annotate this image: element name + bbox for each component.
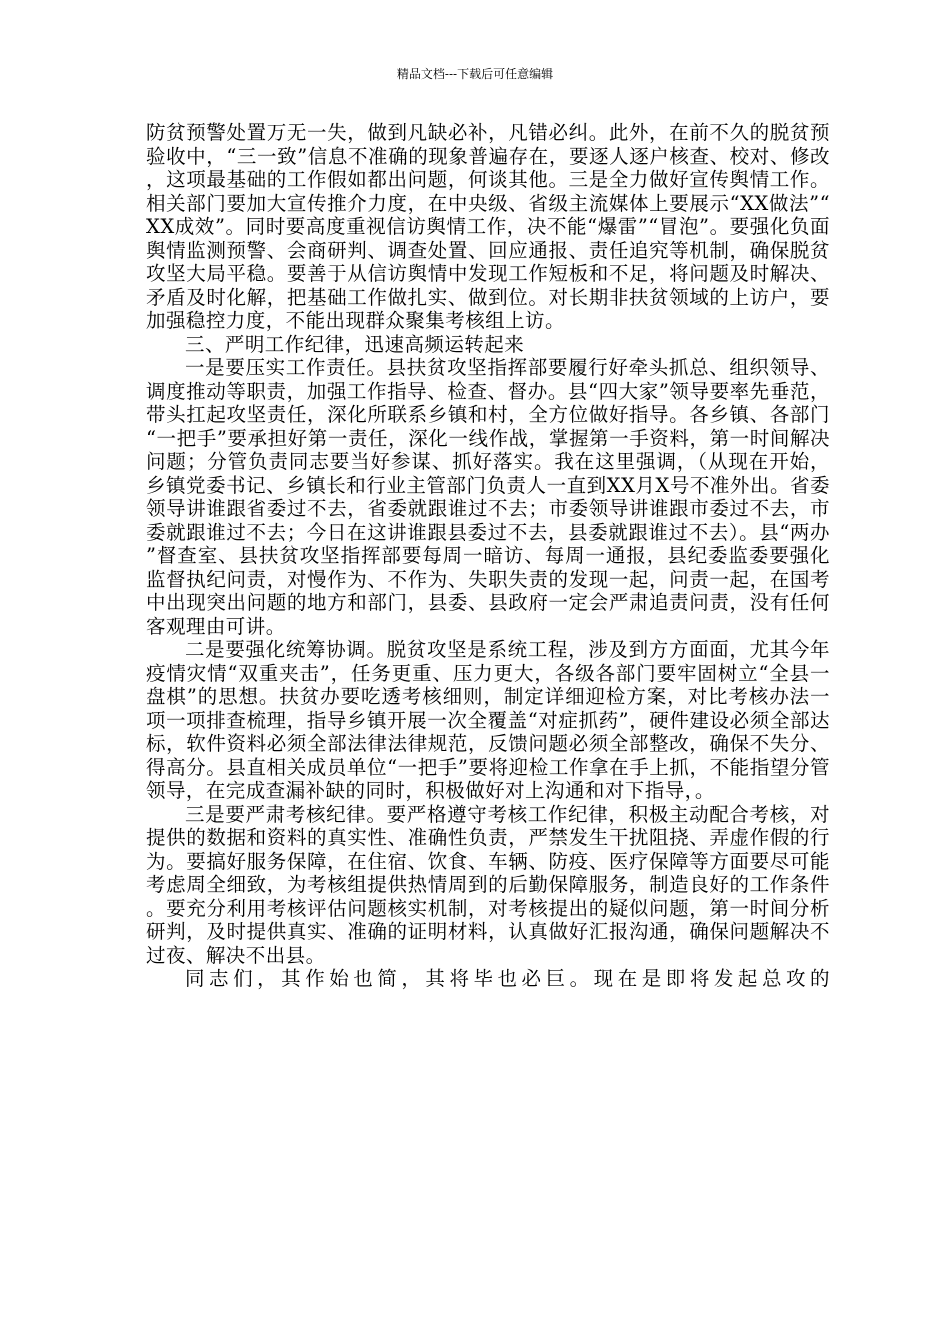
section-heading: 三、严明工作纪律，迅速高频运转起来: [185, 332, 525, 356]
paragraph-assessment-discipline: 三是要严肃考核纪律。要严格遵守考核工作纪律，积极主动配合考核，对提供的数据和资料的真实性、准确性负责，严禁发生干扰阻挠、弄虚作假的行为。要搞好服务保障，在住宿、饮食、车辆、防疫、医疗保障等方面要尽可能考虑周全细致，为考核组提供热情周到的后勤保障服务，制造良好的工作条件。要充分利用考核评估问题核实机制，对考核提出的疑似问题，第一时间分析研判，及时提供真实、准确的证明材料，认真做好汇报沟通，确保问题解决不过夜、解决不出县。: [146, 802, 830, 967]
paragraph-closing: 同志们，其作始也简，其将毕也必巨。现在是即将发起总攻的: [185, 967, 830, 990]
paragraph-continued: 防贫预警处置万无一失，做到凡缺必补，凡错必纠。此外，在前不久的脱贫预验收中，“三一致”信息不准确的现象普遍存在，要逐人逐户核查、校对、修改，这项最基础的工作假如都出问题，何谈其他。三是全力做好宣传舆情工作。相关部门要加大宣传推介力度，在中央级、省级主流媒体上要展示“XX做法”“XX成效”。同时要高度重视信访舆情工作，决不能“爆雷”“冒泡”。要强化负面舆情监测预警、会商研判、调查处置、回应通报、责任追究等机制，确保脱贫攻坚大局平稳。要善于从信访舆情中发现工作短板和不足，将问题及时解决、矛盾及时化解，把基础工作做扎实、做到位。对长期非扶贫领域的上访户，要加强稳控力度，不能出现群众聚集考核组上访。: [146, 121, 830, 332]
paragraph-work-responsibility: 一是要压实工作责任。县扶贫攻坚指挥部要履行好牵头抓总、组织领导、调度推动等职责，加强工作指导、检查、督办。县“四大家”领导要率先垂范，带头扛起攻坚责任，深化所联系乡镇和村，全方位做好指导。各乡镇、各部门“一把手”要承担好第一责任，深化一线作战，掌握第一手资料，第一时间解决问题；分管负责同志要当好参谋、抓好落实。我在这里强调，（从现在开始，乡镇党委书记、乡镇长和行业主管部门负责人一直到XX月X号不准外出。省委领导讲谁跟省委过不去，省委就跟谁过不去；市委领导讲谁跟市委过不去，市委就跟谁过不去；今日在这讲谁跟县委过不去，县委就跟谁过不去）。县“两办”督查室、县扶贫攻坚指挥部要每周一暗访、每周一通报，县纪委监委要强化监督执纪问责，对慢作为、不作为、失职失责的发现一起，问责一起，在国考中出现突出问题的地方和部门，县委、县政府一定会严肃追责问责，没有任何客观理由可讲。: [146, 356, 830, 638]
paragraph-coordination: 二是要强化统筹协调。脱贫攻坚是系统工程，涉及到方方面面，尤其今年疫情灾情“双重夹击”，任务更重、压力更大，各级各部门要牢固树立“全县一盘棋”的思想。扶贫办要吃透考核细则，制定详细迎检方案，对比考核办法一项一项排查梳理，指导乡镇开展一次全覆盖“对症抓药”，硬件建设必须全部达标，软件资料必须全部法律法律规范，反馈问题必须全部整改，确保不失分、得高分。县直相关成员单位“一把手”要将迎检工作拿在手上抓，不能指望分管领导，在完成查漏补缺的同时，积极做好对上沟通和对下指导，。: [146, 638, 830, 802]
document-body: [146, 121, 830, 991]
page-header-watermark: 精品文档---下载后可任意编辑: [396, 67, 554, 81]
